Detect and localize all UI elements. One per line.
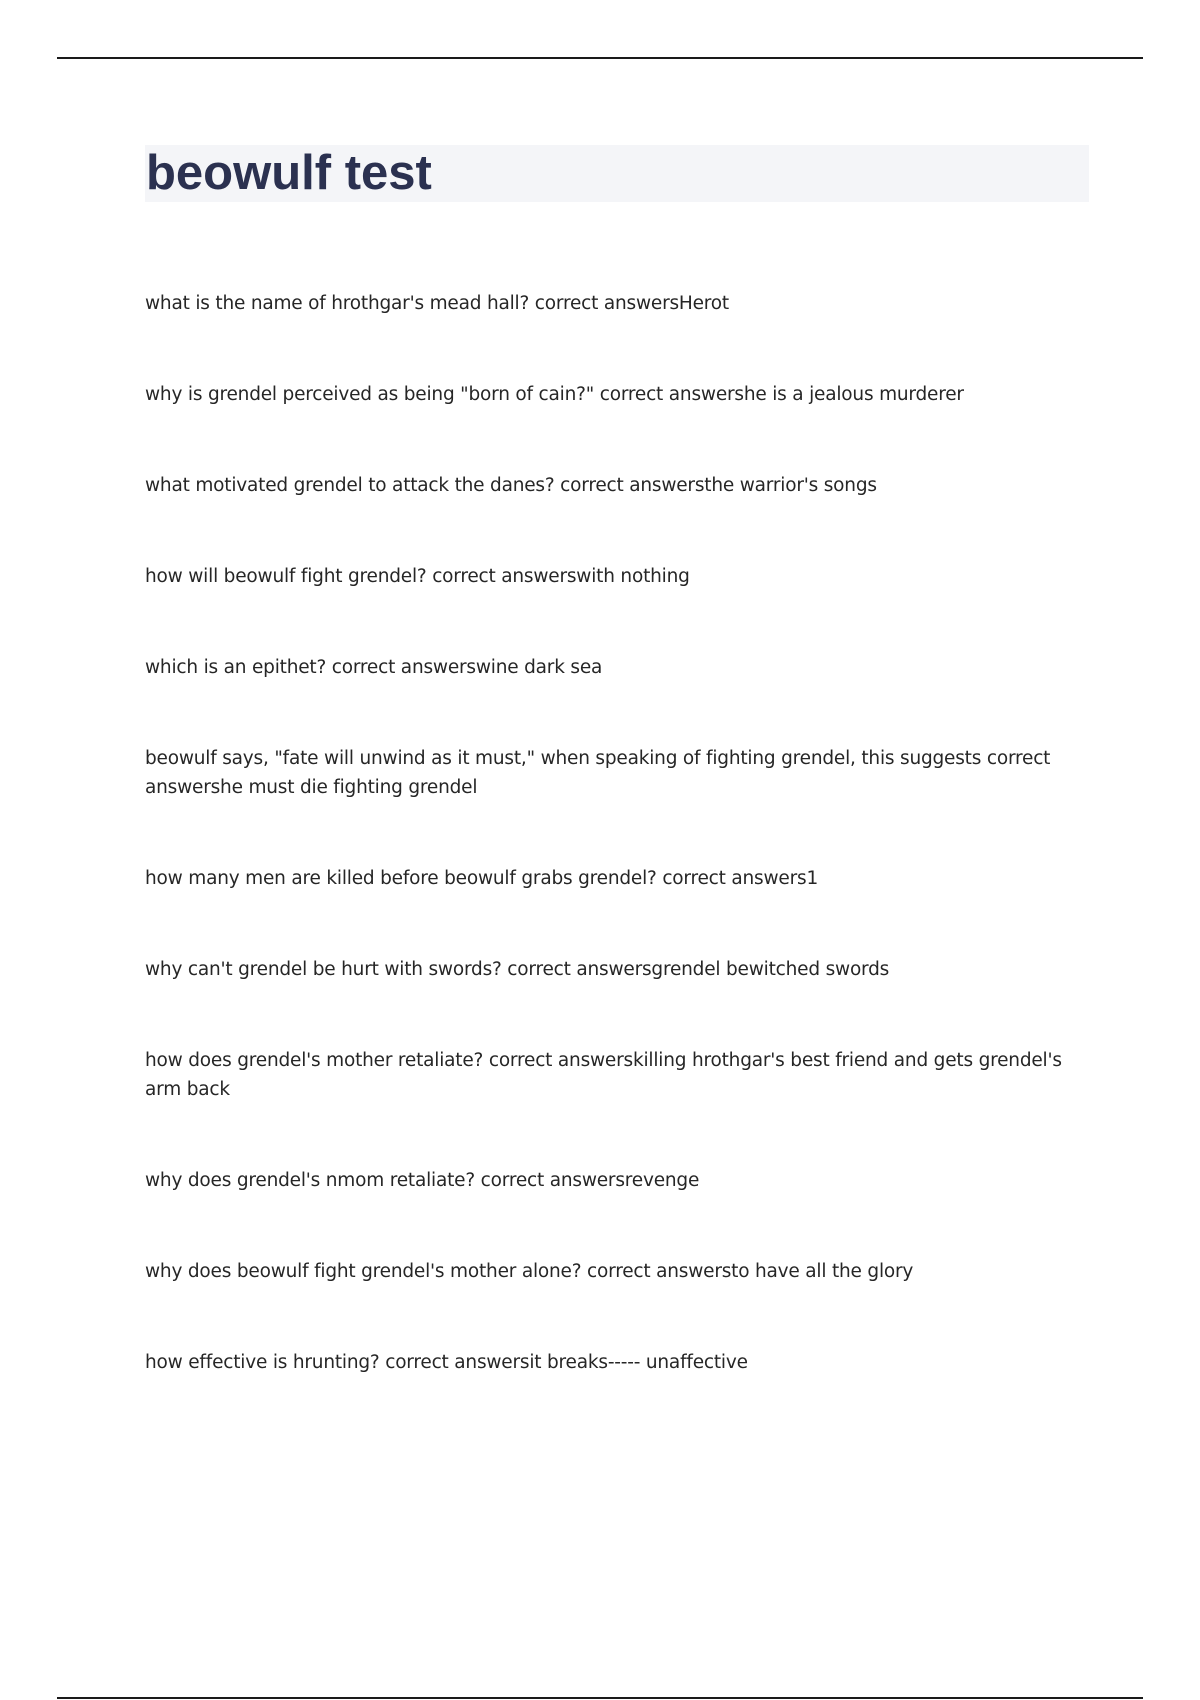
qa-item-10: why does grendel's nmom retaliate? correct answersrevenge (145, 1170, 700, 1191)
qa-item-7: how many men are killed before beowulf grabs grendel? correct answers1 (145, 868, 819, 889)
qa-item-9: how does grendel's mother retaliate? correct answerskilling hrothgar's best friend and gets grendel's arm back (145, 1050, 1062, 1100)
qa-item-5: which is an epithet? correct answerswine dark sea (145, 657, 603, 678)
qa-item-12: how effective is hrunting? correct answersit breaks----- unaffective (145, 1352, 748, 1373)
bottom-rule (57, 1697, 1143, 1699)
qa-item-3: what motivated grendel to attack the danes? correct answersthe warrior's songs (145, 475, 877, 496)
top-rule (57, 57, 1143, 59)
page-title: beowulf test (146, 146, 432, 200)
qa-item-6: beowulf says, "fate will unwind as it must," when speaking of fighting grendel, this suggests correct answershe must die fighting grendel (145, 748, 1051, 798)
qa-item-4: how will beowulf fight grendel? correct answerswith nothing (145, 566, 690, 587)
qa-list (145, 289, 1075, 1439)
qa-item-11: why does beowulf fight grendel's mother alone? correct answersto have all the glory (145, 1261, 914, 1282)
qa-item-1: what is the name of hrothgar's mead hall? correct answersHerot (145, 293, 729, 314)
qa-item-2: why is grendel perceived as being "born of cain?" correct answershe is a jealous murderer (145, 384, 964, 405)
qa-item-8: why can't grendel be hurt with swords? correct answersgrendel bewitched swords (145, 959, 890, 980)
